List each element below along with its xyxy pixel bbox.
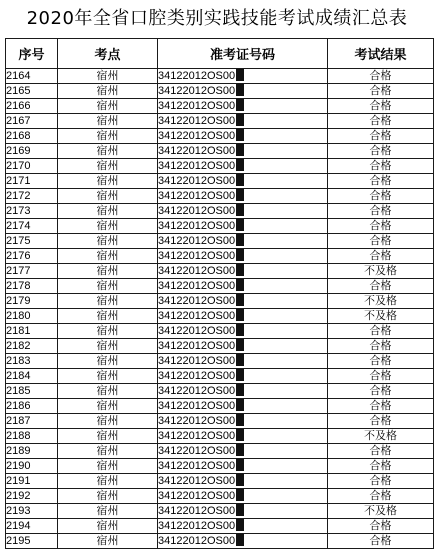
- redaction-mark: [236, 459, 244, 471]
- exam-id-text: 34122012OS00: [158, 400, 236, 412]
- redaction-mark: [236, 519, 244, 531]
- table-row: [6, 354, 434, 369]
- cell-seq: 2185: [6, 384, 58, 399]
- cell-site: 宿州: [58, 129, 158, 144]
- header-exam-id: 准考证号码: [158, 39, 328, 69]
- table-row: [6, 99, 434, 114]
- cell-exam-id: [158, 534, 328, 549]
- cell-site: 宿州: [58, 504, 158, 519]
- table-row: [6, 519, 434, 534]
- redaction-mark: [236, 189, 244, 201]
- redaction-mark: [236, 159, 244, 171]
- cell-site: 宿州: [58, 204, 158, 219]
- redaction-mark: [236, 84, 244, 96]
- cell-exam-id: [158, 84, 328, 99]
- cell-seq: 2191: [6, 474, 58, 489]
- cell-exam-id: [158, 204, 328, 219]
- cell-seq: 2170: [6, 159, 58, 174]
- cell-seq: 2169: [6, 144, 58, 159]
- exam-id-text: 34122012OS00: [158, 325, 236, 337]
- cell-exam-id: [158, 174, 328, 189]
- exam-id-text: 34122012OS00: [158, 145, 236, 157]
- cell-result: 合格: [328, 159, 434, 174]
- cell-exam-id: [158, 354, 328, 369]
- redaction-mark: [236, 264, 244, 276]
- exam-id-text: 34122012OS00: [158, 505, 236, 517]
- cell-site: 宿州: [58, 369, 158, 384]
- exam-id-text: 34122012OS00: [158, 445, 236, 457]
- table-row: [6, 264, 434, 279]
- table-row: [6, 369, 434, 384]
- cell-seq: 2178: [6, 279, 58, 294]
- cell-site: 宿州: [58, 249, 158, 264]
- table-row: [6, 324, 434, 339]
- cell-site: 宿州: [58, 69, 158, 84]
- exam-id-text: 34122012OS00: [158, 130, 236, 142]
- cell-site: 宿州: [58, 534, 158, 549]
- cell-site: 宿州: [58, 159, 158, 174]
- cell-exam-id: [158, 504, 328, 519]
- cell-seq: 2172: [6, 189, 58, 204]
- cell-result: 合格: [328, 279, 434, 294]
- cell-result: 合格: [328, 369, 434, 384]
- redaction-mark: [236, 504, 244, 516]
- cell-seq: 2180: [6, 309, 58, 324]
- redaction-mark: [236, 174, 244, 186]
- redaction-mark: [236, 474, 244, 486]
- table-row: [6, 114, 434, 129]
- cell-seq: 2187: [6, 414, 58, 429]
- exam-id-text: 34122012OS00: [158, 460, 236, 472]
- cell-seq: 2164: [6, 69, 58, 84]
- cell-site: 宿州: [58, 174, 158, 189]
- cell-result: 合格: [328, 234, 434, 249]
- table-row: [6, 474, 434, 489]
- cell-exam-id: [158, 324, 328, 339]
- cell-result: 合格: [328, 174, 434, 189]
- cell-result: 合格: [328, 69, 434, 84]
- cell-site: 宿州: [58, 279, 158, 294]
- exam-id-text: 34122012OS00: [158, 235, 236, 247]
- cell-exam-id: [158, 249, 328, 264]
- redaction-mark: [236, 204, 244, 216]
- cell-exam-id: [158, 369, 328, 384]
- cell-exam-id: [158, 429, 328, 444]
- redaction-mark: [236, 249, 244, 261]
- cell-seq: 2176: [6, 249, 58, 264]
- cell-seq: 2183: [6, 354, 58, 369]
- exam-id-text: 34122012OS00: [158, 85, 236, 97]
- cell-result: 合格: [328, 99, 434, 114]
- cell-exam-id: [158, 114, 328, 129]
- exam-id-text: 34122012OS00: [158, 355, 236, 367]
- exam-id-text: 34122012OS00: [158, 115, 236, 127]
- cell-site: 宿州: [58, 414, 158, 429]
- redaction-mark: [236, 534, 244, 546]
- redaction-mark: [236, 219, 244, 231]
- redaction-mark: [236, 399, 244, 411]
- table-row: [6, 504, 434, 519]
- cell-exam-id: [158, 294, 328, 309]
- cell-seq: 2189: [6, 444, 58, 459]
- redaction-mark: [236, 309, 244, 321]
- redaction-mark: [236, 429, 244, 441]
- exam-id-text: 34122012OS00: [158, 310, 236, 322]
- table-row: [6, 279, 434, 294]
- exam-id-text: 34122012OS00: [158, 535, 236, 547]
- cell-site: 宿州: [58, 219, 158, 234]
- cell-result: 合格: [328, 534, 434, 549]
- cell-seq: 2190: [6, 459, 58, 474]
- cell-exam-id: [158, 384, 328, 399]
- table-body: [6, 69, 434, 549]
- exam-id-text: 34122012OS00: [158, 160, 236, 172]
- cell-seq: 2173: [6, 204, 58, 219]
- cell-result: 合格: [328, 324, 434, 339]
- cell-result: 合格: [328, 204, 434, 219]
- cell-result: 合格: [328, 459, 434, 474]
- table-row: [6, 204, 434, 219]
- cell-result: 合格: [328, 384, 434, 399]
- redaction-mark: [236, 294, 244, 306]
- cell-exam-id: [158, 339, 328, 354]
- redaction-mark: [236, 144, 244, 156]
- table-row: [6, 444, 434, 459]
- cell-exam-id: [158, 474, 328, 489]
- cell-exam-id: [158, 519, 328, 534]
- cell-seq: 2175: [6, 234, 58, 249]
- exam-id-text: 34122012OS00: [158, 205, 236, 217]
- cell-seq: 2192: [6, 489, 58, 504]
- cell-site: 宿州: [58, 99, 158, 114]
- cell-exam-id: [158, 99, 328, 114]
- page-title: 2020年全省口腔类别实践技能考试成绩汇总表: [26, 8, 408, 29]
- redaction-mark: [236, 69, 244, 81]
- table-row: [6, 459, 434, 474]
- table-row: [6, 384, 434, 399]
- exam-id-text: 34122012OS00: [158, 175, 236, 187]
- cell-seq: 2168: [6, 129, 58, 144]
- cell-seq: 2166: [6, 99, 58, 114]
- redaction-mark: [236, 489, 244, 501]
- cell-site: 宿州: [58, 459, 158, 474]
- cell-result: 不及格: [328, 429, 434, 444]
- cell-exam-id: [158, 489, 328, 504]
- header-result: 考试结果: [328, 39, 434, 69]
- cell-exam-id: [158, 279, 328, 294]
- redaction-mark: [236, 324, 244, 336]
- cell-result: 合格: [328, 354, 434, 369]
- redaction-mark: [236, 414, 244, 426]
- cell-site: 宿州: [58, 189, 158, 204]
- exam-id-text: 34122012OS00: [158, 415, 236, 427]
- cell-site: 宿州: [58, 294, 158, 309]
- cell-exam-id: [158, 444, 328, 459]
- cell-seq: 2193: [6, 504, 58, 519]
- cell-site: 宿州: [58, 474, 158, 489]
- table-row: [6, 249, 434, 264]
- cell-seq: 2177: [6, 264, 58, 279]
- table-row: [6, 189, 434, 204]
- exam-id-text: 34122012OS00: [158, 220, 236, 232]
- cell-result: 不及格: [328, 294, 434, 309]
- exam-id-text: 34122012OS00: [158, 190, 236, 202]
- cell-result: 不及格: [328, 309, 434, 324]
- table-row: [6, 414, 434, 429]
- table-row: [6, 159, 434, 174]
- table-row: [6, 534, 434, 549]
- redaction-mark: [236, 444, 244, 456]
- cell-site: 宿州: [58, 309, 158, 324]
- cell-seq: 2184: [6, 369, 58, 384]
- redaction-mark: [236, 369, 244, 381]
- cell-result: 合格: [328, 129, 434, 144]
- redaction-mark: [236, 234, 244, 246]
- cell-result: 合格: [328, 519, 434, 534]
- cell-result: 不及格: [328, 264, 434, 279]
- cell-result: 合格: [328, 144, 434, 159]
- exam-id-text: 34122012OS00: [158, 295, 236, 307]
- table-header-row: [6, 39, 434, 69]
- exam-id-text: 34122012OS00: [158, 520, 236, 532]
- cell-site: 宿州: [58, 84, 158, 99]
- exam-id-text: 34122012OS00: [158, 250, 236, 262]
- cell-site: 宿州: [58, 429, 158, 444]
- redaction-mark: [236, 384, 244, 396]
- exam-id-text: 34122012OS00: [158, 385, 236, 397]
- cell-seq: 2188: [6, 429, 58, 444]
- cell-result: 不及格: [328, 504, 434, 519]
- table-row: [6, 144, 434, 159]
- cell-seq: 2181: [6, 324, 58, 339]
- table-row: [6, 219, 434, 234]
- cell-result: 合格: [328, 84, 434, 99]
- cell-result: 合格: [328, 219, 434, 234]
- redaction-mark: [236, 99, 244, 111]
- cell-site: 宿州: [58, 339, 158, 354]
- table-row: [6, 309, 434, 324]
- cell-seq: 2194: [6, 519, 58, 534]
- exam-id-text: 34122012OS00: [158, 370, 236, 382]
- cell-site: 宿州: [58, 144, 158, 159]
- exam-id-text: 34122012OS00: [158, 265, 236, 277]
- exam-id-text: 34122012OS00: [158, 100, 236, 112]
- cell-exam-id: [158, 69, 328, 84]
- cell-exam-id: [158, 189, 328, 204]
- table-row: [6, 294, 434, 309]
- exam-id-text: 34122012OS00: [158, 475, 236, 487]
- header-seq: 序号: [6, 39, 58, 69]
- exam-id-text: 34122012OS00: [158, 280, 236, 292]
- table-row: [6, 399, 434, 414]
- cell-site: 宿州: [58, 324, 158, 339]
- cell-result: 合格: [328, 474, 434, 489]
- cell-exam-id: [158, 264, 328, 279]
- cell-result: 合格: [328, 339, 434, 354]
- redaction-mark: [236, 129, 244, 141]
- table-row: [6, 234, 434, 249]
- cell-result: 合格: [328, 114, 434, 129]
- cell-site: 宿州: [58, 489, 158, 504]
- cell-exam-id: [158, 459, 328, 474]
- cell-result: 合格: [328, 414, 434, 429]
- cell-seq: 2171: [6, 174, 58, 189]
- cell-site: 宿州: [58, 264, 158, 279]
- cell-site: 宿州: [58, 114, 158, 129]
- cell-seq: 2165: [6, 84, 58, 99]
- results-table: [5, 38, 434, 549]
- redaction-mark: [236, 279, 244, 291]
- cell-exam-id: [158, 399, 328, 414]
- cell-seq: 2182: [6, 339, 58, 354]
- cell-site: 宿州: [58, 384, 158, 399]
- cell-exam-id: [158, 129, 328, 144]
- cell-seq: 2174: [6, 219, 58, 234]
- cell-seq: 2186: [6, 399, 58, 414]
- table-row: [6, 84, 434, 99]
- redaction-mark: [236, 114, 244, 126]
- cell-seq: 2167: [6, 114, 58, 129]
- cell-result: 合格: [328, 489, 434, 504]
- cell-result: 合格: [328, 189, 434, 204]
- header-site: 考点: [58, 39, 158, 69]
- cell-site: 宿州: [58, 354, 158, 369]
- cell-site: 宿州: [58, 519, 158, 534]
- cell-site: 宿州: [58, 444, 158, 459]
- exam-id-text: 34122012OS00: [158, 490, 236, 502]
- exam-id-text: 34122012OS00: [158, 430, 236, 442]
- cell-site: 宿州: [58, 234, 158, 249]
- cell-result: 合格: [328, 444, 434, 459]
- cell-exam-id: [158, 309, 328, 324]
- exam-id-text: 34122012OS00: [158, 70, 236, 82]
- cell-exam-id: [158, 144, 328, 159]
- cell-seq: 2195: [6, 534, 58, 549]
- table-row: [6, 174, 434, 189]
- table-row: [6, 489, 434, 504]
- table-row: [6, 129, 434, 144]
- table-row: [6, 429, 434, 444]
- cell-exam-id: [158, 219, 328, 234]
- table-row: [6, 339, 434, 354]
- cell-result: 合格: [328, 249, 434, 264]
- table-row: [6, 69, 434, 84]
- cell-result: 合格: [328, 399, 434, 414]
- cell-site: 宿州: [58, 399, 158, 414]
- exam-id-text: 34122012OS00: [158, 340, 236, 352]
- cell-exam-id: [158, 234, 328, 249]
- cell-seq: 2179: [6, 294, 58, 309]
- redaction-mark: [236, 339, 244, 351]
- redaction-mark: [236, 354, 244, 366]
- cell-exam-id: [158, 159, 328, 174]
- cell-exam-id: [158, 414, 328, 429]
